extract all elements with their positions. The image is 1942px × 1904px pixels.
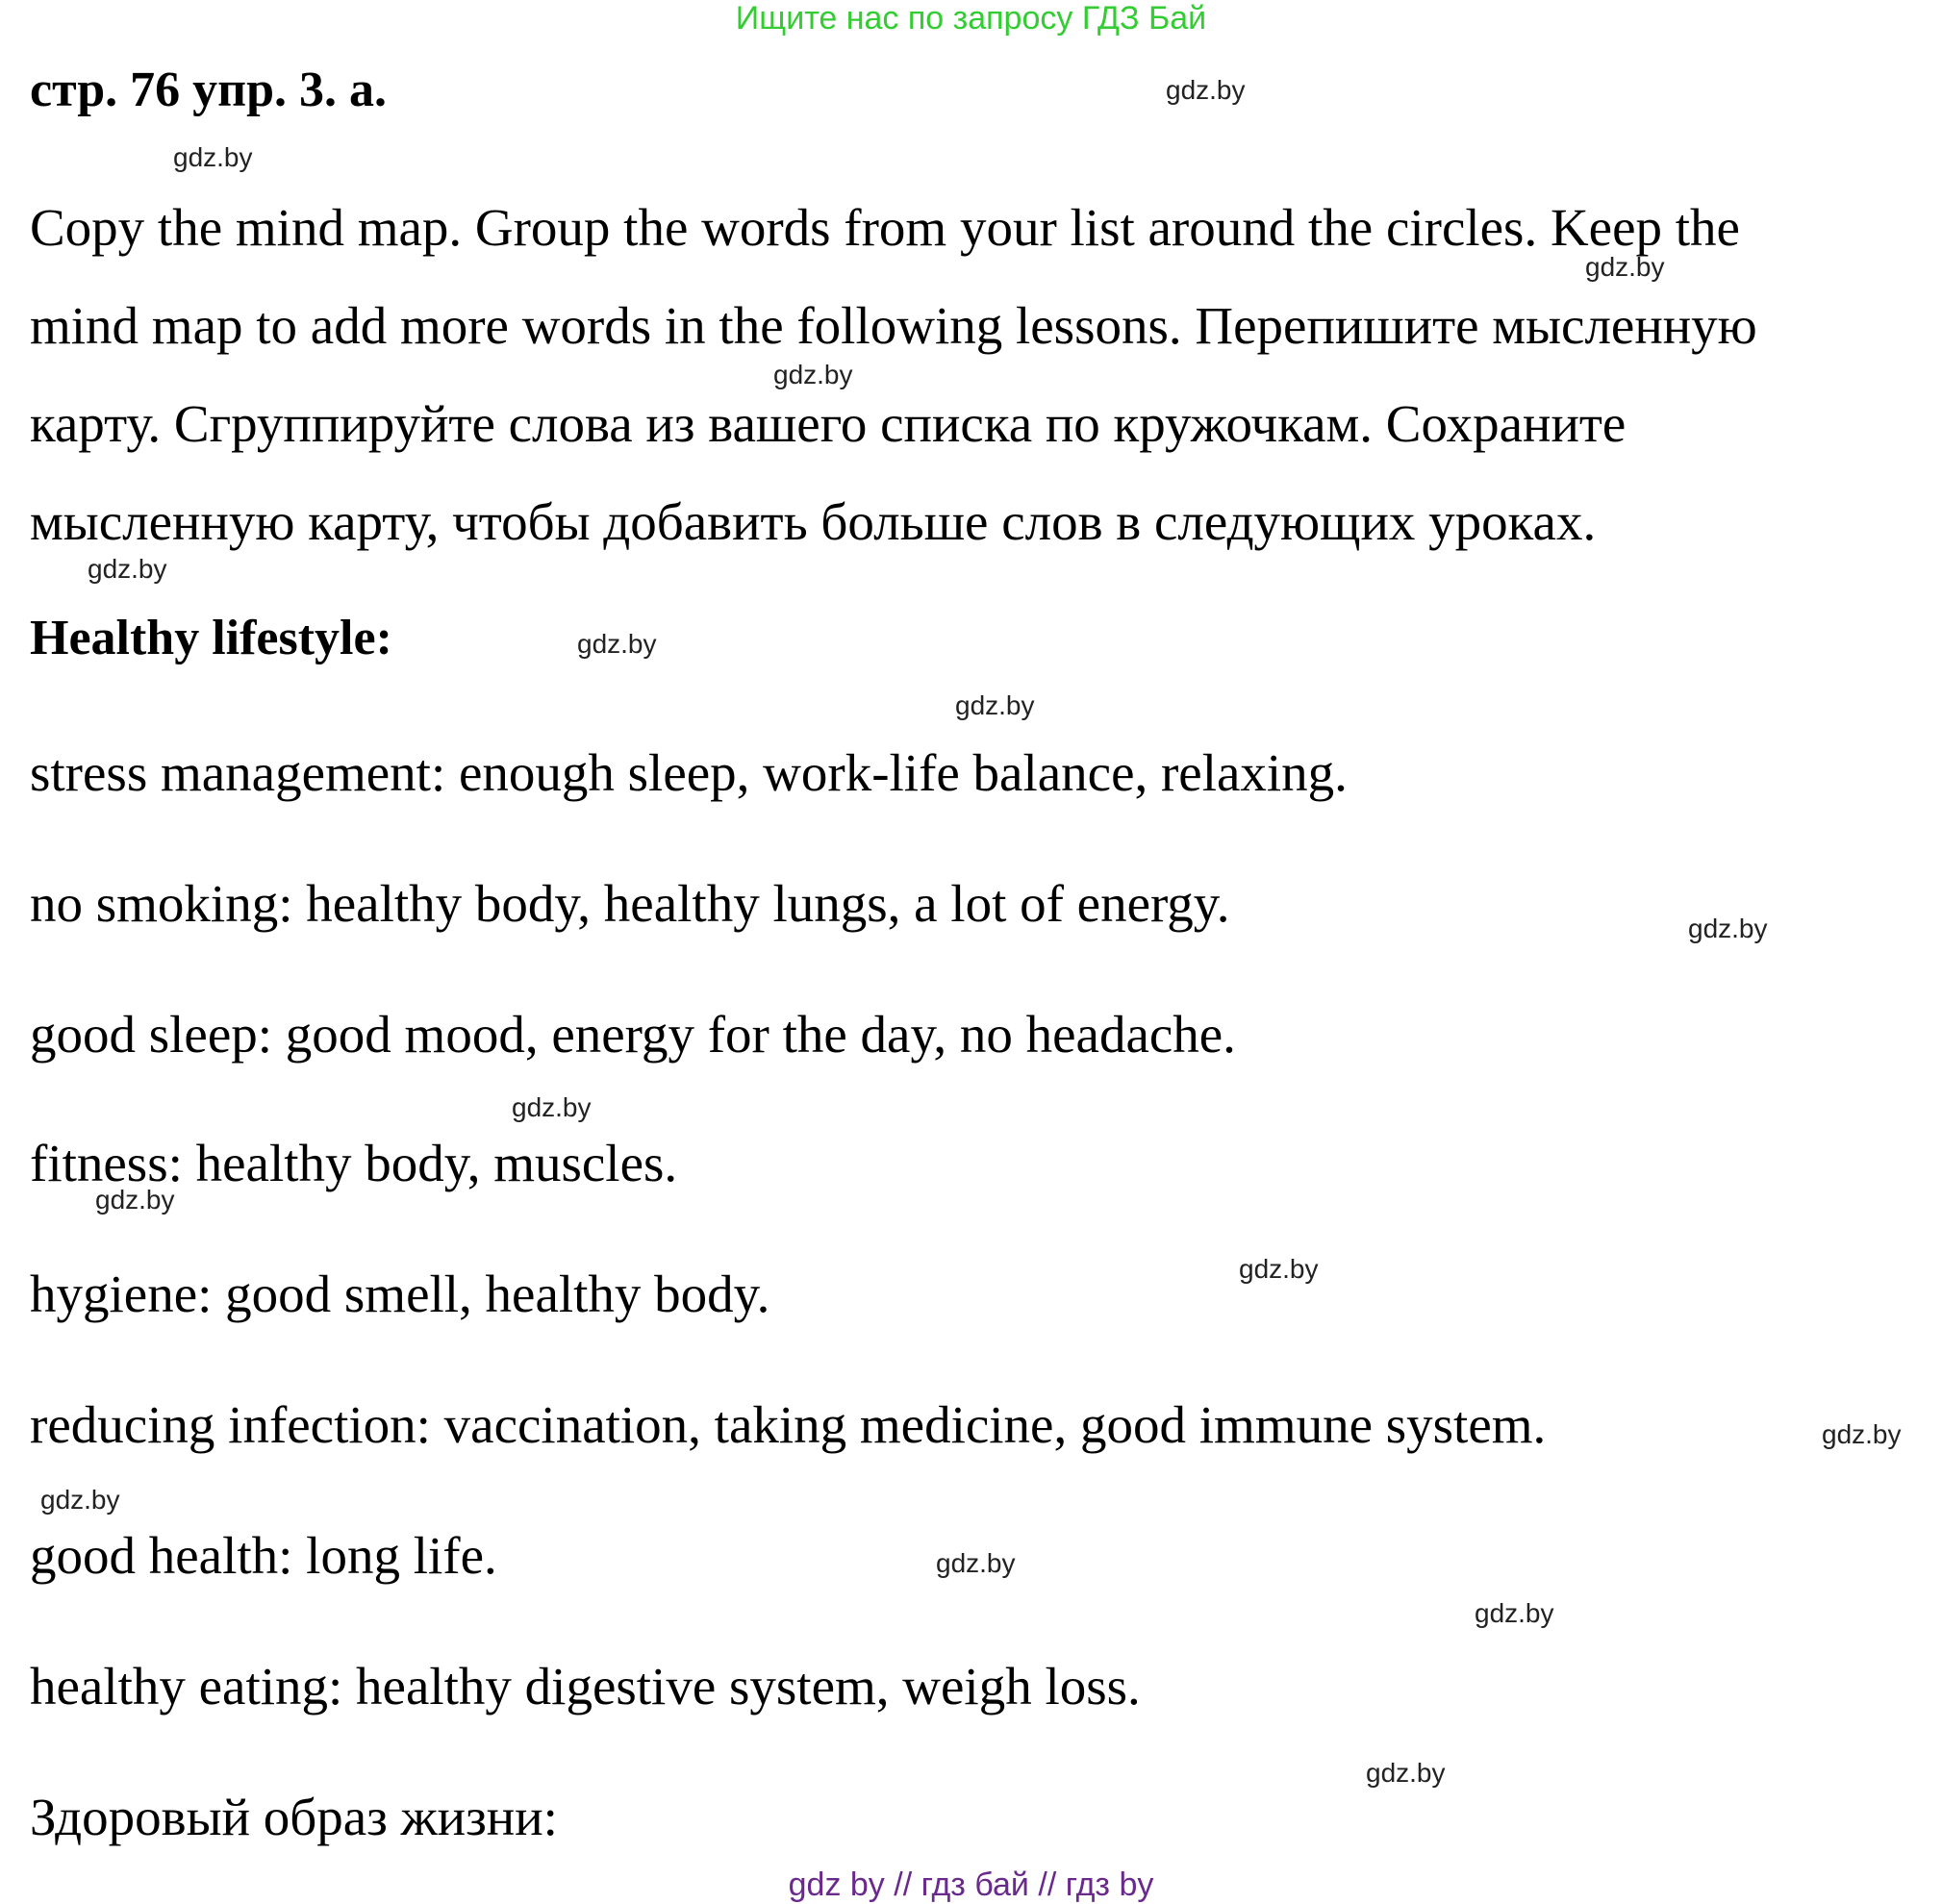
watermark: gdz.by	[1585, 252, 1665, 282]
watermark: gdz.by	[1475, 1598, 1554, 1628]
list-item: hygiene: good smell, healthy body.	[30, 1265, 770, 1323]
list-item: reducing infection: vaccination, taking medicine, good immune system.	[30, 1395, 1547, 1454]
instruction-line: мысленную карту, чтобы добавить больше слов в следующих уроках.	[30, 492, 1597, 551]
watermark: gdz.by	[88, 554, 167, 584]
watermark: gdz.by	[936, 1548, 1016, 1578]
list-item: Здоровый образ жизни:	[30, 1788, 558, 1846]
search-banner: Ищите нас по запросу ГДЗ Бай	[735, 0, 1207, 37]
instruction-line: Copy the mind map. Group the words from your list around the circles. Keep the	[30, 198, 1740, 257]
list-item: good sleep: good mood, energy for the day, no headache.	[30, 1005, 1236, 1064]
instruction-line: mind map to add more words in the following lessons. Перепишите мысленную	[30, 296, 1757, 355]
list-item: good health: long life.	[30, 1526, 497, 1585]
instructions-paragraph	[30, 179, 1915, 571]
watermark: gdz.by	[773, 360, 853, 389]
instruction-line: карту. Сгруппируйте слова из вашего списка по кружочкам. Сохраните	[30, 394, 1627, 453]
list-item: fitness: healthy body, muscles.	[30, 1134, 678, 1192]
watermark: gdz.by	[1688, 914, 1768, 943]
watermark: gdz.by	[512, 1092, 592, 1122]
watermark: gdz.by	[173, 142, 253, 172]
watermark: gdz.by	[1366, 1758, 1446, 1788]
watermark: gdz.by	[955, 690, 1035, 720]
page-title: стр. 76 упр. 3. а.	[30, 63, 388, 117]
watermark: gdz.by	[577, 629, 657, 659]
watermark: gdz.by	[95, 1185, 175, 1215]
watermark: gdz.by	[1166, 75, 1246, 105]
list-item: stress management: enough sleep, work-life balance, relaxing.	[30, 743, 1348, 802]
watermark: gdz.by	[1822, 1419, 1902, 1449]
footer-links: gdz by // гдз бай // гдз by	[788, 1866, 1154, 1903]
watermark: gdz.by	[1239, 1254, 1319, 1284]
watermark: gdz.by	[40, 1485, 120, 1515]
list-item: no smoking: healthy body, healthy lungs, a lot of energy.	[30, 874, 1230, 933]
list-item: healthy eating: healthy digestive system, weigh loss.	[30, 1657, 1141, 1716]
section-heading: Healthy lifestyle:	[30, 611, 392, 665]
